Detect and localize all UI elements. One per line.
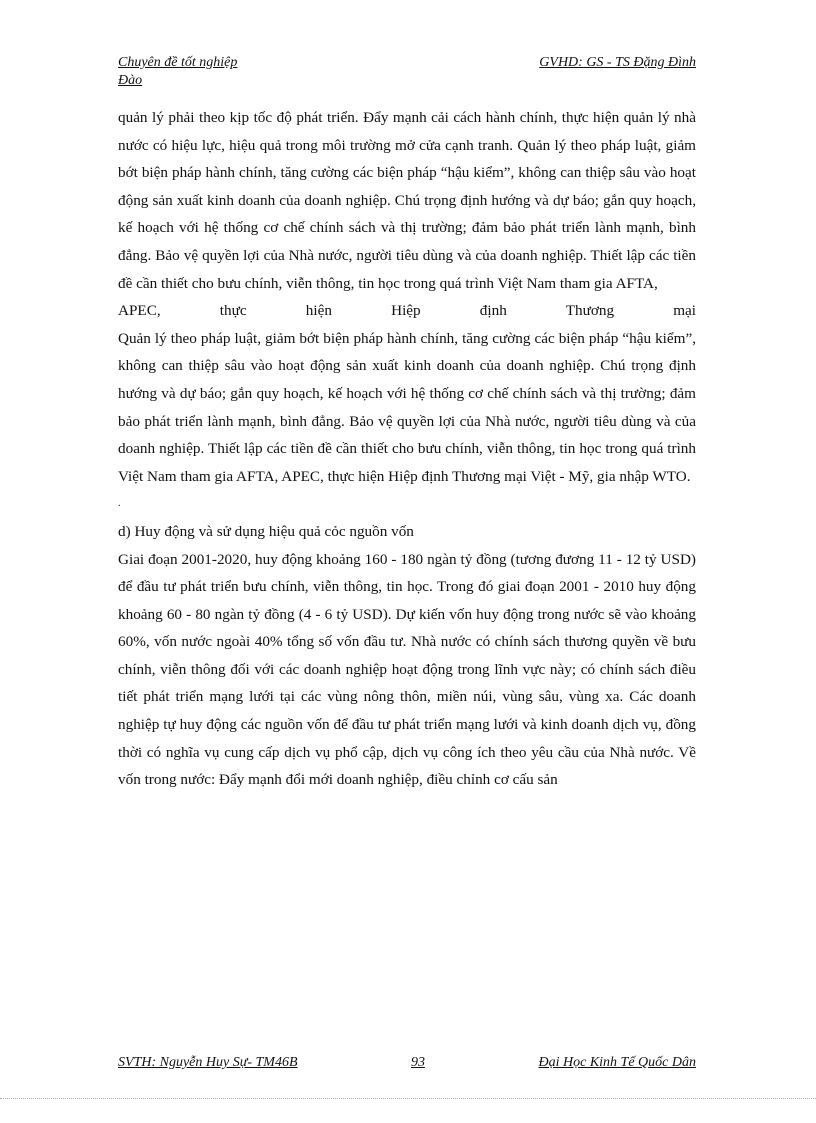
header-title: Chuyên đề tốt nghiệp [118,55,238,70]
page-footer [118,1054,696,1072]
paragraph-2: Quản lý theo pháp luật, giảm bớt biện pháp hành chính, tăng cường các biện pháp “hậu kiểm”, không can thiệp sâu vào hoạt động sản xuất kinh doanh của doanh nghiệp. Chú trọng định hướng và dự báo; gắn quy hoạch, kế hoạch với hệ thống cơ chế chính sách và thị trường; đảm bảo phát triển lành mạnh, bình đẳng. Bảo vệ quyền lợi của Nhà nước, người tiêu dùng và của doanh nghiệp. Thiết lập các tiền đề cần thiết cho bưu chính, viễn thông, tin học trong quá trình Việt Nam tham gia AFTA, APEC, thực hiện Hiệp định Thương mại Việt - Mỹ, gia nhập WTO. [118,329,696,485]
paragraph-1-last-line: APEC, thực hiện Hiệp định Thương mại [118,302,696,320]
page-header [118,54,696,90]
section-heading: d) Huy động và sử dụng hiệu quả cỏc nguồn vốn [118,522,414,540]
stray-dot: . [118,498,121,510]
footer-student: SVTH: Nguyễn Huy Sự- TM46B [118,1055,298,1070]
paragraph-3: Giai đoạn 2001-2020, huy động khoảng 160 - 180 ngàn tỷ đồng (tương đương 11 - 12 tỷ USD) để đầu tư phát triển bưu chính, viễn thông, tin học. Trong đó giai đoạn 2001 - 2010 huy động khoảng 60 - 80 ngàn tỷ đồng (4 - 6 tỷ USD). Dự kiến vốn huy động trong nước sẽ vào khoảng 60%, vốn nước ngoài 40% tổng số vốn đầu tư. Nhà nước có chính sách thương quyền về bưu chính, viễn thông đối với các doanh nghiệp hoạt động trong lĩnh vực này; có chính sách điều tiết phát triển mạng lưới tại các vùng nông thôn, miền núi, vùng sâu, vùng xa. Các doanh nghiệp tự huy động các nguồn vốn để đầu tư phát triển mạng lưới và kinh doanh dịch vụ, đồng thời có nghĩa vụ cung cấp dịch vụ phổ cập, dịch vụ công ích theo yêu cầu của Nhà nước. Về vốn trong nước: Đẩy mạnh đổi mới doanh nghiệp, điều chỉnh cơ cấu sản [118,550,696,789]
page-bottom-border [0,1098,816,1099]
header-supervisor: GVHD: GS - TS Đặng Đình [539,55,696,70]
footer-university: Đại Học Kinh Tế Quốc Dân [538,1055,696,1070]
page-number: 93 [411,1055,425,1070]
header-supervisor-cont: Đào [118,73,143,88]
body-text [118,104,696,794]
paragraph-1: quản lý phải theo kịp tốc độ phát triển. Đẩy mạnh cải cách hành chính, thực hiện quản lý nhà nước có hiệu lực, hiệu quả trong môi trường mở cửa cạnh tranh. Quản lý theo pháp luật, giảm bớt biện pháp hành chính, tăng cường các biện pháp “hậu kiểm”, không can thiệp sâu vào hoạt động sản xuất kinh doanh của doanh nghiệp. Chú trọng định hướng và dự báo; gắn quy hoạch, kế hoạch với hệ thống cơ chế chính sách và thị trường; đảm bảo phát triển lành mạnh, bình đẳng. Bảo vệ quyền lợi của Nhà nước, người tiêu dùng và của doanh nghiệp. Thiết lập các tiền đề cần thiết cho bưu chính, viễn thông, tin học trong quá trình Việt Nam tham gia AFTA, [118,109,696,292]
